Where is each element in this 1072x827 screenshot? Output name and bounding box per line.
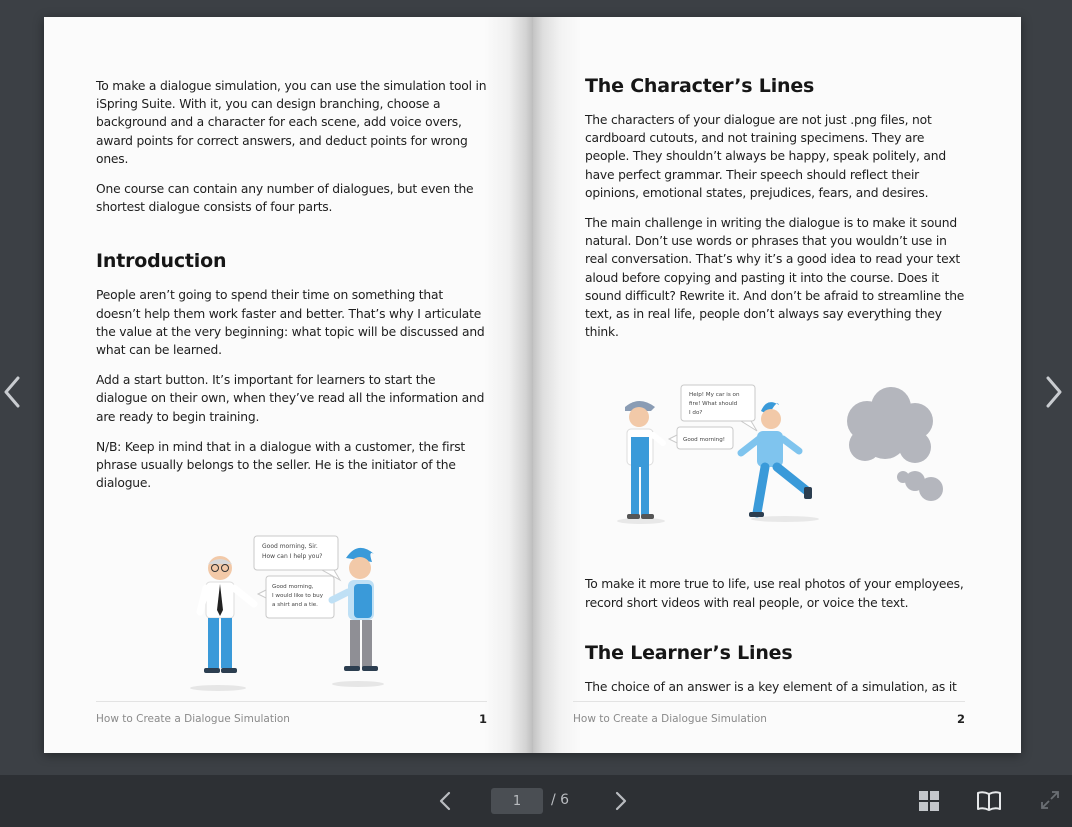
bubble2-line1: Good morning, <box>272 584 314 591</box>
characters-lines-heading: The Character’s Lines <box>585 75 815 97</box>
fullscreen-icon <box>1038 788 1062 812</box>
previous-spread-button[interactable] <box>0 370 28 414</box>
chevron-left-icon <box>0 370 28 414</box>
introduction-paragraph-3: N/B: Keep in mind that in a dialogue with a customer, the first phrase usually belongs to the seller. He is the initiator of the dialogue. <box>96 439 466 491</box>
chevron-left-icon <box>432 787 460 815</box>
learners-lines-heading: The Learner’s Lines <box>585 641 793 664</box>
seller-customer-illustration <box>96 518 486 698</box>
bubble2-line2: I would like to buy <box>272 593 324 600</box>
car-fire-illustration <box>585 381 969 531</box>
page-number: 2 <box>956 712 965 726</box>
speech-bubble-seller <box>254 536 340 580</box>
intro-paragraph-2: One course can contain any number of dialogues, but even the shortest dialogue consists of four parts. <box>96 182 474 215</box>
page-number: 1 <box>478 712 487 726</box>
help-bubble-line2: fire! What should <box>689 401 738 408</box>
book-view-button[interactable] <box>975 787 1003 815</box>
chevron-right-icon <box>606 787 634 815</box>
total-pages-label: / 6 <box>551 792 570 808</box>
speech-bubble-good-morning <box>669 427 733 449</box>
previous-page-button[interactable] <box>432 787 460 815</box>
speech-bubble-customer <box>258 576 334 618</box>
seller-figure <box>200 556 254 673</box>
customer-figure <box>332 548 378 671</box>
mechanic-figure <box>625 401 663 519</box>
learners-paragraph: The choice of an answer is a key element of a simulation, as it <box>585 679 957 694</box>
next-spread-button[interactable] <box>1040 370 1068 414</box>
help-bubble-line3: I do? <box>689 410 703 417</box>
grid-icon <box>916 788 942 814</box>
thumbnails-button[interactable] <box>916 788 942 814</box>
book-spread <box>44 17 1021 753</box>
bubble2-line3: a shirt and a tie. <box>272 602 318 609</box>
introduction-heading: Introduction <box>96 250 227 273</box>
introduction-paragraph-1: People aren’t going to spend their time on something that doesn’t help them work faster and better. That’s why I articulate the value at the very beginning: what topic will be discussed and what can be learned. <box>96 288 485 358</box>
footer-title: How to Create a Dialogue Simulation <box>573 713 767 725</box>
current-page-input[interactable] <box>491 788 543 814</box>
fullscreen-button[interactable] <box>1038 788 1062 812</box>
footer-title: How to Create a Dialogue Simulation <box>96 713 290 725</box>
characters-paragraph-1: The characters of your dialogue are not just .png files, not cardboard cutouts, and not training specimens. They are people. They shouldn’t always be happy, speak politely, and have perfect grammar. Their speech should reflect their opinions, emotional states, prejudices, fears, and desires. <box>585 113 946 200</box>
smoke-cloud <box>847 387 943 501</box>
bubble1-line1: Good morning, Sir. <box>262 543 318 551</box>
page-right <box>533 17 1021 753</box>
bubble1-line2: How can I help you? <box>262 553 323 561</box>
intro-paragraph-1: To make a dialogue simulation, you can use the simulation tool in iSpring Suite. With it, you can design branching, choose a background and a character for each scene, add voice overs, award points for correct answers, and deduct points for wrong ones. <box>96 79 487 166</box>
page-footer-right <box>573 701 965 726</box>
open-book-icon <box>975 787 1003 815</box>
photos-paragraph: To make it more true to life, use real photos of your employees, record short videos with real people, or voice the text. <box>585 577 964 610</box>
chevron-right-icon <box>1040 370 1068 414</box>
good-morning-bubble-text: Good morning! <box>683 437 726 444</box>
page-left <box>44 17 533 753</box>
characters-paragraph-2: The main challenge in writing the dialogue is to make it sound natural. Don’t use words or phrases that you wouldn’t use in real conversation. That’s why it’s a good idea to read your text aloud before copying and pasting it into the course. Does it sound difficult? Rewrite it. And don’t be afraid to streamline the text, as in real life, people don’t always say everything they think. <box>585 216 965 340</box>
introduction-paragraph-2: Add a start button. It’s important for learners to start the dialogue on their own, when they’ve read all the information and are ready to begin training. <box>96 373 485 424</box>
bottom-toolbar <box>0 775 1072 827</box>
speech-bubble-help <box>681 385 757 431</box>
help-bubble-line1: Help! My car is on <box>689 392 740 399</box>
page-footer-left <box>96 701 487 726</box>
next-page-button[interactable] <box>606 787 634 815</box>
